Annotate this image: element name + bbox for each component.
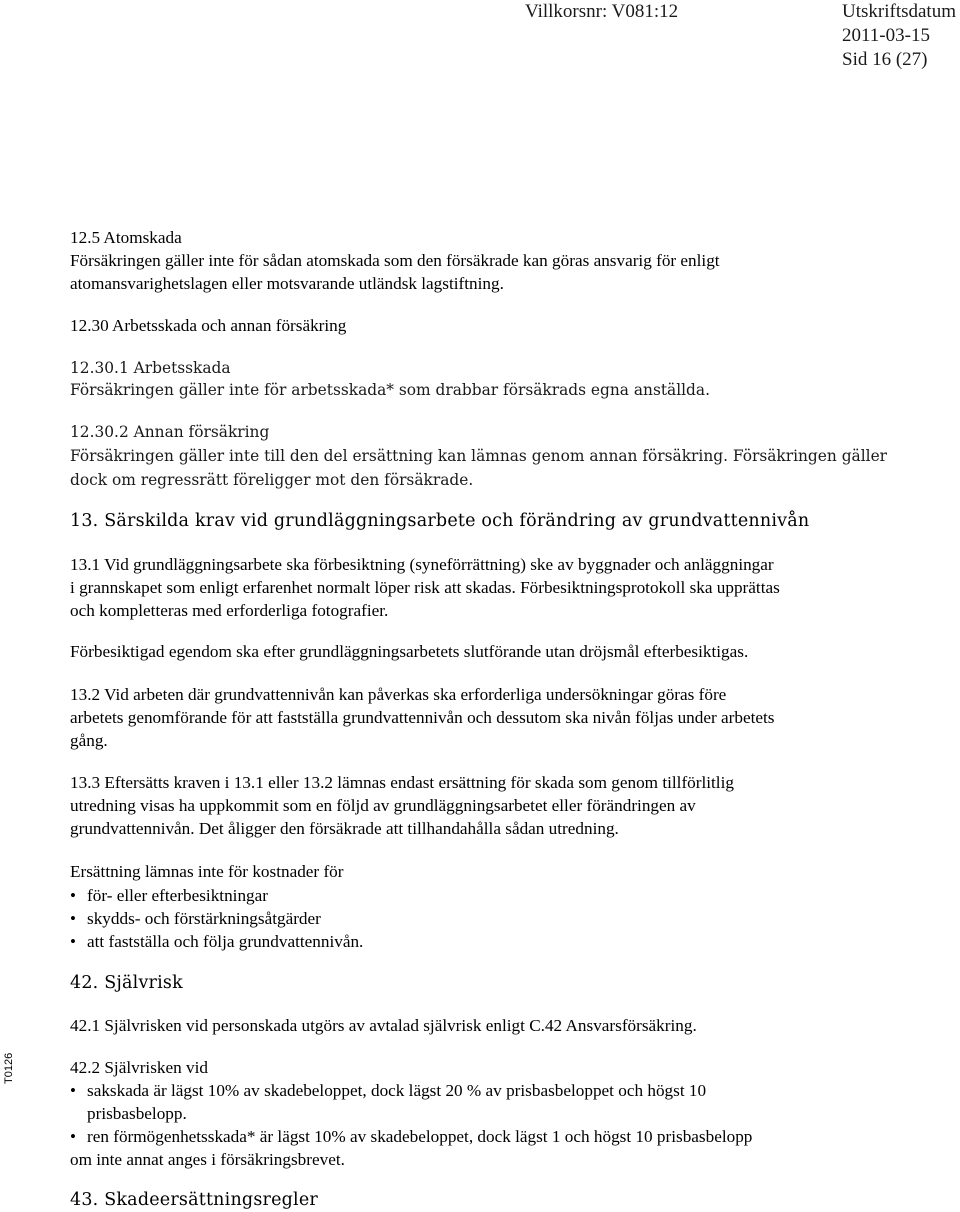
- document-code: T0126: [3, 1052, 15, 1084]
- section-12-30-title: 12.30 Arbetsskada och annan försäkring: [70, 316, 347, 335]
- bullet-marker: •: [70, 1127, 76, 1146]
- bullet-marker: •: [70, 909, 76, 928]
- bullet-marker: •: [70, 1081, 76, 1100]
- exclusion-item: för- eller efterbesiktningar: [87, 886, 268, 905]
- bullet-marker: •: [70, 932, 76, 951]
- section-13-exclusion-intro: Ersättning lämnas inte för kostnader för: [70, 862, 344, 881]
- print-date-label: Utskriftsdatum: [842, 1, 956, 22]
- section-13-1-line1: 13.1 Vid grundläggningsarbete ska förbesiktning (syneförrättning) ske av byggnader och anläggningar: [70, 555, 774, 574]
- section-13-3-line2: utredning visas ha uppkommit som en följd av grundläggningsarbetet eller förändringen av: [70, 796, 696, 815]
- section-13-2-line3: gång.: [70, 731, 108, 750]
- section-42-1-text: 42.1 Självrisken vid personskada utgörs av avtalad självrisk enligt C.42 Ansvarsförsäkring.: [70, 1016, 697, 1035]
- section-12-5-text-line1: Försäkringen gäller inte för sådan atomskada som den försäkrade kan göras ansvarig för enligt: [70, 251, 720, 270]
- bullet-marker: •: [70, 886, 76, 905]
- section-12-30-2-text-line2: dock om regressrätt föreligger mot den försäkrade.: [70, 471, 474, 489]
- section-13-2-line1: 13.2 Vid arbeten där grundvattennivån kan påverkas ska erforderliga undersökningar göras före: [70, 685, 727, 704]
- section-13-1-line3: och kompletteras med erforderliga fotografier.: [70, 601, 389, 620]
- exclusion-item: att fastställa och följa grundvattennivån.: [87, 932, 364, 951]
- section-12-30-2-text-line1: Försäkringen gäller inte till den del ersättning kan lämnas genom annan försäkring. Försäkringen gäller: [70, 447, 888, 465]
- deductible-financial-line1: ren förmögenhetsskada* är lägst 10% av skadebeloppet, dock lägst 1 och högst 10 prisbasbelopp: [87, 1127, 753, 1146]
- section-13-3-line1: 13.3 Eftersätts kraven i 13.1 eller 13.2 lämnas endast ersättning för skada som genom tillförlitlig: [70, 773, 734, 792]
- section-12-5-title: 12.5 Atomskada: [70, 228, 182, 247]
- deductible-financial-line2: om inte annat anges i försäkringsbrevet.: [70, 1150, 345, 1169]
- policy-number: Villkorsnr: V081:12: [525, 1, 679, 22]
- section-13-2-line2: arbetets genomförande för att fastställa grundvattennivån och dessutom ska nivån följas under arbetets: [70, 708, 775, 727]
- section-13-3-line3: grundvattennivån. Det åligger den försäkrade att tillhandahålla sådan utredning.: [70, 819, 619, 838]
- print-date: 2011-03-15: [842, 25, 930, 46]
- section-12-5-text-line2: atomansvarighetslagen eller motsvarande utländsk lagstiftning.: [70, 274, 504, 293]
- page-number: Sid 16 (27): [842, 49, 928, 70]
- exclusion-item: skydds- och förstärkningsåtgärder: [87, 909, 321, 928]
- deductible-property-line1: sakskada är lägst 10% av skadebeloppet, dock lägst 20 % av prisbasbeloppet och högst 10: [87, 1081, 707, 1100]
- section-42-2-intro: 42.2 Självrisken vid: [70, 1058, 208, 1077]
- section-13-1-paragraph2: Förbesiktigad egendom ska efter grundläggningsarbetets slutförande utan dröjsmål efterbesiktigas.: [70, 642, 749, 661]
- section-12-30-1-title: 12.30.1 Arbetsskada: [70, 359, 231, 377]
- section-42-title: 42. Självrisk: [70, 973, 183, 993]
- section-12-30-1-text: Försäkringen gäller inte för arbetsskada* som drabbar försäkrads egna anställda.: [70, 381, 710, 399]
- section-12-30-2-title: 12.30.2 Annan försäkring: [70, 423, 270, 441]
- deductible-property-line2: prisbasbelopp.: [87, 1104, 187, 1123]
- section-43-title: 43. Skadeersättningsregler: [70, 1190, 318, 1210]
- section-13-title: 13. Särskilda krav vid grundläggningsarbete och förändring av grundvattennivån: [70, 511, 810, 531]
- section-13-1-line2: i grannskapet som enligt erfarenhet normalt löper risk att skadas. Förbesiktningsprotokoll ska upprättas: [70, 578, 780, 597]
